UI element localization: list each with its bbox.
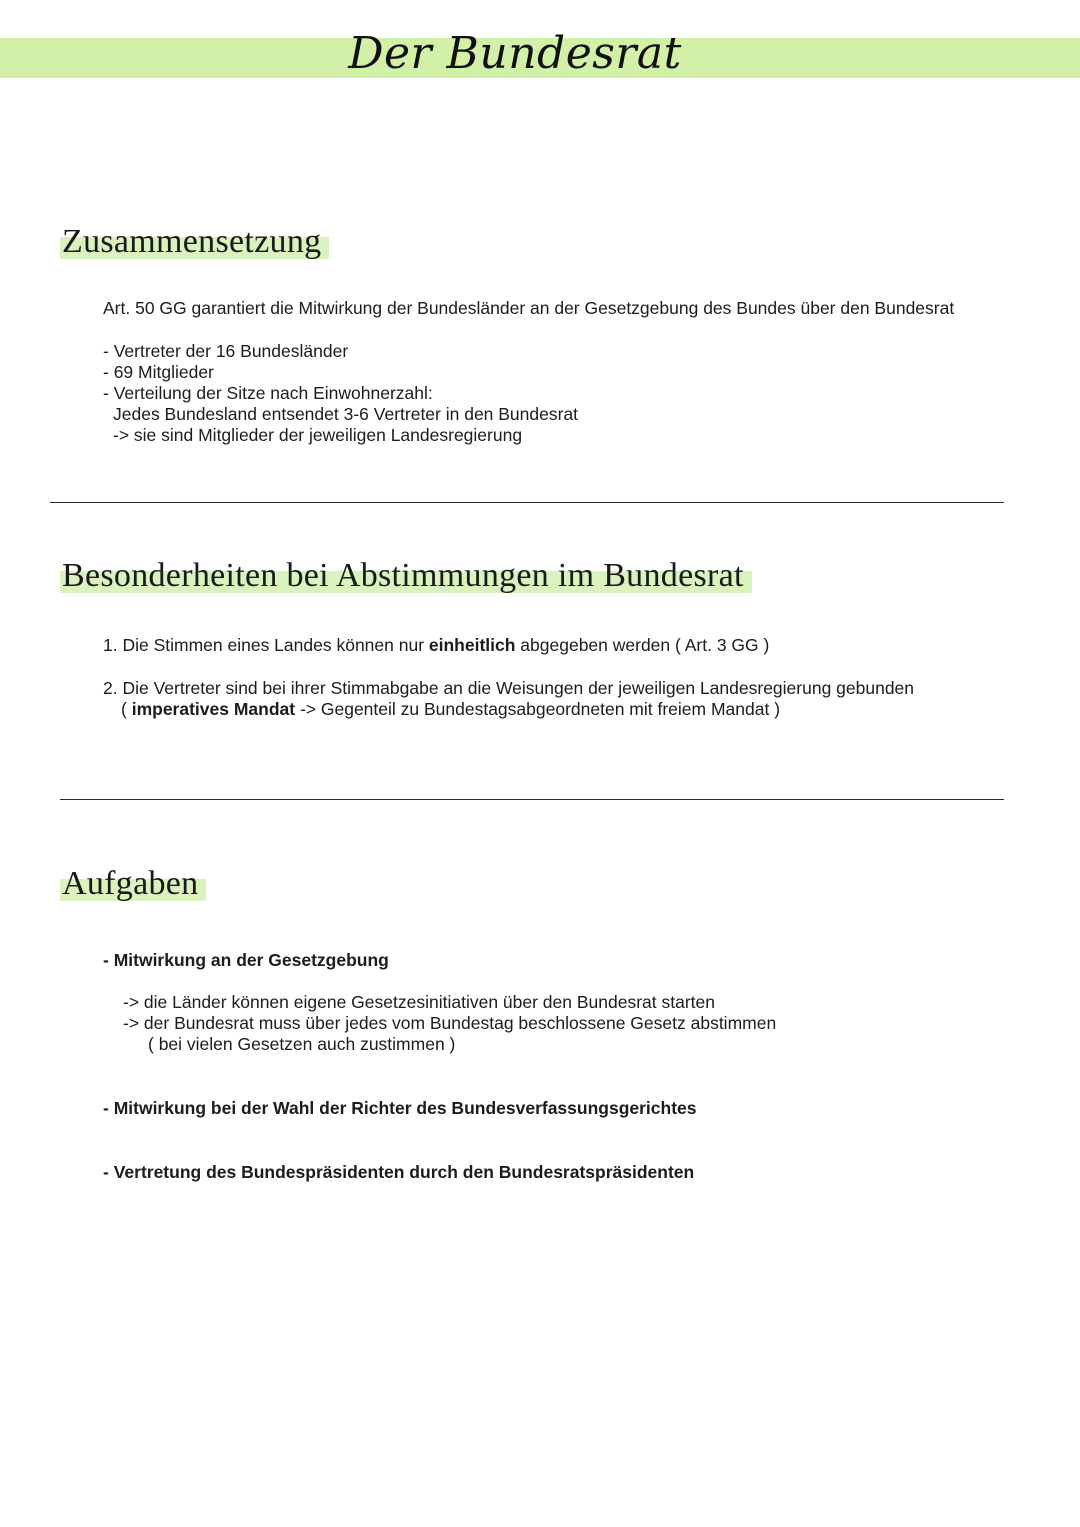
abstimmung-item-2-note: ( imperatives Mandat -> Gegenteil zu Bundestagsabgeordneten mit freiem Mandat )	[121, 699, 781, 719]
term-imperatives-mandat: imperatives Mandat	[131, 699, 296, 719]
bullet-sitzverteilung: - Verteilung der Sitze nach Einwohnerzahl:	[103, 383, 433, 403]
divider-1	[50, 502, 1004, 503]
term-einheitlich: einheitlich	[428, 635, 516, 655]
task-richterwahl: - Mitwirkung bei der Wahl der Richter des Bundesverfassungsgerichtes	[103, 1098, 697, 1118]
task-gesetzgebung-detail-1: -> die Länder können eigene Gesetzesinitiativen über den Bundesrat starten	[123, 992, 715, 1012]
task-gesetzgebung-detail-2: -> der Bundesrat muss über jedes vom Bundestag beschlossene Gesetz abstimmen	[123, 1013, 777, 1033]
bullet-vertreter: - Vertreter der 16 Bundesländer	[103, 341, 349, 361]
abstimmung-item-2: 2. Die Vertreter sind bei ihrer Stimmabgabe an die Weisungen der jeweiligen Landesregierung gebunden	[103, 678, 915, 698]
heading-aufgaben: Aufgaben	[60, 864, 206, 904]
heading-zusammensetzung: Zusammensetzung	[60, 222, 329, 262]
task-gesetzgebung-detail-3: ( bei vielen Gesetzen auch zustimmen )	[148, 1034, 456, 1054]
page-title: Der Bundesrat	[348, 28, 682, 79]
bullet-sitzverteilung-detail: Jedes Bundesland entsendet 3-6 Vertreter in den Bundesrat	[113, 404, 579, 424]
task-gesetzgebung: - Mitwirkung an der Gesetzgebung	[103, 950, 389, 970]
bullet-landesregierung: -> sie sind Mitglieder der jeweiligen Landesregierung	[113, 425, 523, 445]
bullet-mitglieder: - 69 Mitglieder	[103, 362, 214, 382]
divider-2	[60, 799, 1004, 800]
zusammensetzung-intro: Art. 50 GG garantiert die Mitwirkung der Bundesländer an der Gesetzgebung des Bundes über den Bundesrat	[103, 298, 955, 318]
abstimmung-item-1: 1. Die Stimmen eines Landes können nur einheitlich abgegeben werden ( Art. 3 GG )	[103, 635, 770, 655]
heading-abstimmungen: Besonderheiten bei Abstimmungen im Bundesrat	[60, 556, 752, 596]
task-vertretung: - Vertretung des Bundespräsidenten durch den Bundesratspräsidenten	[103, 1162, 695, 1182]
